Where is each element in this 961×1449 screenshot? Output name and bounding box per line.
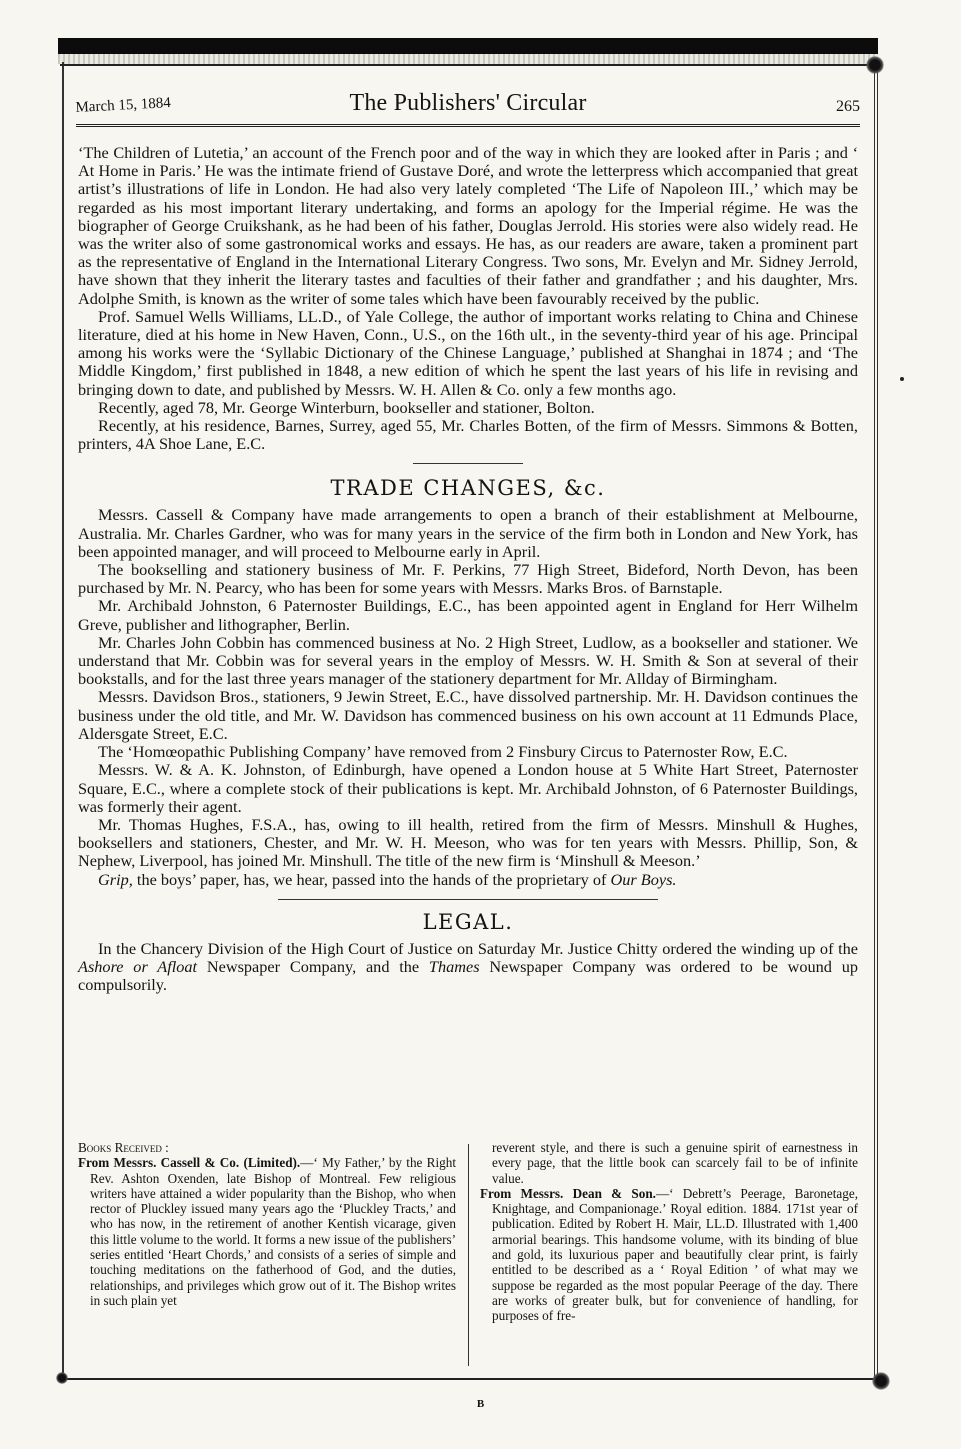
signature-mark: B bbox=[476, 1398, 485, 1410]
publisher-name: From Messrs. Cassell & Co. (Limited). bbox=[78, 1155, 301, 1171]
page-number: 265 bbox=[836, 98, 860, 115]
periodical-title: Our Boys. bbox=[610, 869, 677, 889]
paragraph-text: In the Chancery Division of the High Court of Justice on Saturday Mr. Justice Chitty ordered the winding up of the bbox=[98, 938, 858, 958]
company-name: Thames bbox=[428, 956, 480, 976]
obituary-section bbox=[78, 144, 858, 453]
book-description: —‘ Debrett’s Peerage, Baronetage, Knightage, and Companionage.’ Royal edition. 1884. 171st year of publication. Edited by Robert H. Mair, LL.D. Illustrated with 1,400 armorial bearings. This handsome volume, with its binding of blue and gold, its luxurious paper and beautifully clear print, is fairly entitled to be described as a ‘ Royal Edition ’ of what may we suppose be regarded as the most popular Peerage of the day. There are works of greater bulk, but for convenience of handling, for purposes of fre- bbox=[492, 1185, 858, 1324]
paragraph: Messrs. W. & A. K. Johnston, of Edinburgh, have opened a London house at 5 White Hart Street, Paternoster Square, E.C., where a complete stock of their publications is kept. Mr. Archibald Johnston, of 6 Paternoster Buildings, was formerly their agent. bbox=[78, 760, 858, 816]
frame-rule-bottom bbox=[60, 1378, 876, 1380]
paragraph: Mr. Archibald Johnston, 6 Paternoster Buildings, E.C., has been appointed agent in England for Herr Wilhelm Greve, publisher and lithographer, Berlin. bbox=[78, 596, 858, 634]
paragraph: The ‘Homœopathic Publishing Company’ have removed from 2 Finsbury Circus to Paternoster Row, E.C. bbox=[98, 742, 788, 762]
trade-changes-section bbox=[78, 506, 858, 888]
paragraph: ‘The Children of Lutetia,’ an account of the French poor and of the way in which they are looked after in Paris ; and ‘ At Home in Paris.’ He was the intimate friend of Gustave Doré, and wrote the letterpress which accompanied that great artist’s illustrations of life in London. He had also very lately completed ‘The Life of Napoleon III.,’ which may be regarded as his most important literary undertaking, and forms an apology for the Imperial régime. He was the biographer of George Cruikshank, as he had been of his father, Douglas Jerrold. His stories were also widely read. He was the writer also of some gastronomical works and essays. He has, as our readers are aware, taken a prominent part as the representative of England in the International Literary Congress. Two sons, Mr. Evelyn and Mr. Sidney Jerrold, have shown that they inherit the literary tastes and faculties of their father and grandfather ; and his daughter, Mrs. Adolphe Smith, is known as the writer of some tales which have been favourably received by the public. bbox=[78, 143, 858, 308]
periodical-title: Grip, bbox=[98, 869, 133, 889]
corner-ornament-icon bbox=[872, 1372, 890, 1390]
page-title: The Publishers' Circular bbox=[349, 90, 587, 116]
paragraph: Recently, aged 78, Mr. George Winterburn, bookseller and stationer, Bolton. bbox=[98, 397, 595, 417]
paragraph-grip bbox=[78, 871, 858, 889]
books-column-left bbox=[78, 1140, 456, 1308]
paragraph: Mr. Charles John Cobbin has commenced business at No. 2 High Street, Ludlow, as a bookseller and stationer. We understand that Mr. Cobbin was for several years in the employ of Messrs. W. H. Smith & Son at several of their bookstalls, and for the last three years manager of the stationery department for Mr. Allday of Birmingham. bbox=[78, 632, 858, 689]
publisher-name: From Messrs. Dean & Son. bbox=[480, 1185, 656, 1201]
header-date: March 15, 1884 bbox=[75, 95, 172, 117]
book-entry bbox=[78, 1155, 456, 1308]
legal-heading: LEGAL. bbox=[422, 909, 514, 934]
book-entry-continued: reverent style, and there is such a genuine spirit of earnestness in every page, that the little book can scarcely fail to be of infinite value. bbox=[492, 1140, 858, 1186]
section-rule bbox=[278, 899, 658, 900]
paragraph: Messrs. Davidson Bros., stationers, 9 Jewin Street, E.C., have dissolved partnership. Mr. H. Davidson continues the business under the old title, and Mr. W. Davidson has commenced business on his own account at 11 Edmunds Place, Aldersgate Street, E.C. bbox=[78, 687, 858, 743]
paragraph: The bookselling and stationery business of Mr. F. Perkins, 77 High Street, Bideford, North Devon, has been purchased by Mr. N. Pearcy, who has been for some years with Messrs. Marks Bros. of Barnstaple. bbox=[78, 560, 858, 598]
margin-dot bbox=[900, 377, 904, 381]
running-head bbox=[76, 90, 860, 120]
top-border-bar bbox=[58, 38, 878, 54]
book-entry bbox=[480, 1186, 858, 1324]
paragraph: Prof. Samuel Wells Williams, LL.D., of Yale College, the author of important works relating to China and Chinese literature, died at his home in New Haven, Conn., U.S., on the 16th ult., in the seventy-third year of his age. Principal among his works were the ‘Syllabic Dictionary of the Chinese Language,’ published at Shanghai in 1874 ; and ‘The Middle Kingdom,’ first published in 1848, a new edition of which he spent the last years of his life in revising and bringing down to date, and published by Messrs. W. H. Allen & Co. only a few months ago. bbox=[78, 306, 858, 399]
corner-ornament-icon bbox=[56, 1372, 68, 1384]
books-column-right bbox=[480, 1140, 858, 1324]
frame-rule-top bbox=[60, 64, 876, 66]
header-rule bbox=[76, 124, 860, 127]
corner-ornament-icon bbox=[866, 56, 884, 74]
paragraph-text: Newspaper Company, and the bbox=[197, 956, 429, 976]
trade-changes-heading: TRADE CHANGES, &c. bbox=[330, 476, 606, 501]
book-description: —‘ My Father,’ by the Right Rev. Ashton Oxenden, late Bishop of Montreal. Few religious writers have attained a wider popularity than the Bishop, who when rector of Pluckley issued many years ago the ‘Pluckley Tracts,’ and who has now, in the retirement of another Kentish vicarage, given this little volume to the world. It forms a new issue of the publishers’ series entitled ‘Heart Chords,’ and consists of a series of simple and touching meditations on the fatherhood of God, and the duties, relationships, and privileges which grow out of it. The Bishop writes in such plain yet bbox=[90, 1155, 456, 1308]
paragraph: Recently, at his residence, Barnes, Surrey, aged 55, Mr. Charles Botten, of the firm of Messrs. Simmons & Botten, printers, 4A Shoe Lane, E.C. bbox=[78, 416, 858, 454]
column-divider bbox=[468, 1144, 469, 1366]
paragraph: Messrs. Cassell & Company have made arrangements to open a branch of their establishment at Melbourne, Australia. Mr. Charles Gardner, who was for many years in the service of the firm both in London and New York, has been appointed manager, and will proceed to Melbourne early in April. bbox=[78, 505, 858, 561]
company-name: Ashore or Afloat bbox=[78, 956, 198, 976]
paragraph-text: Newspaper Company was ordered to be wound up compulsorily. bbox=[78, 956, 859, 995]
paragraph-text: the boys’ paper, has, we hear, passed into the hands of the proprietary of bbox=[132, 869, 611, 889]
legal-section bbox=[78, 940, 858, 995]
books-received-heading: Books Received : bbox=[78, 1140, 169, 1155]
section-rule bbox=[413, 463, 523, 464]
books-received-section bbox=[78, 1140, 858, 1370]
paragraph-legal bbox=[78, 940, 858, 995]
main-text bbox=[78, 144, 858, 994]
paragraph: Mr. Thomas Hughes, F.S.A., has, owing to ill health, retired from the firm of Messrs. Minshull & Hughes, booksellers and stationers, Chester, and Mr. W. H. Meeson, who was for ten years with Messrs. Phillip, Son, & Nephew, Liverpool, has joined Mr. Minshull. The title of the new firm is ‘Minshull & Meeson.’ bbox=[78, 814, 858, 871]
